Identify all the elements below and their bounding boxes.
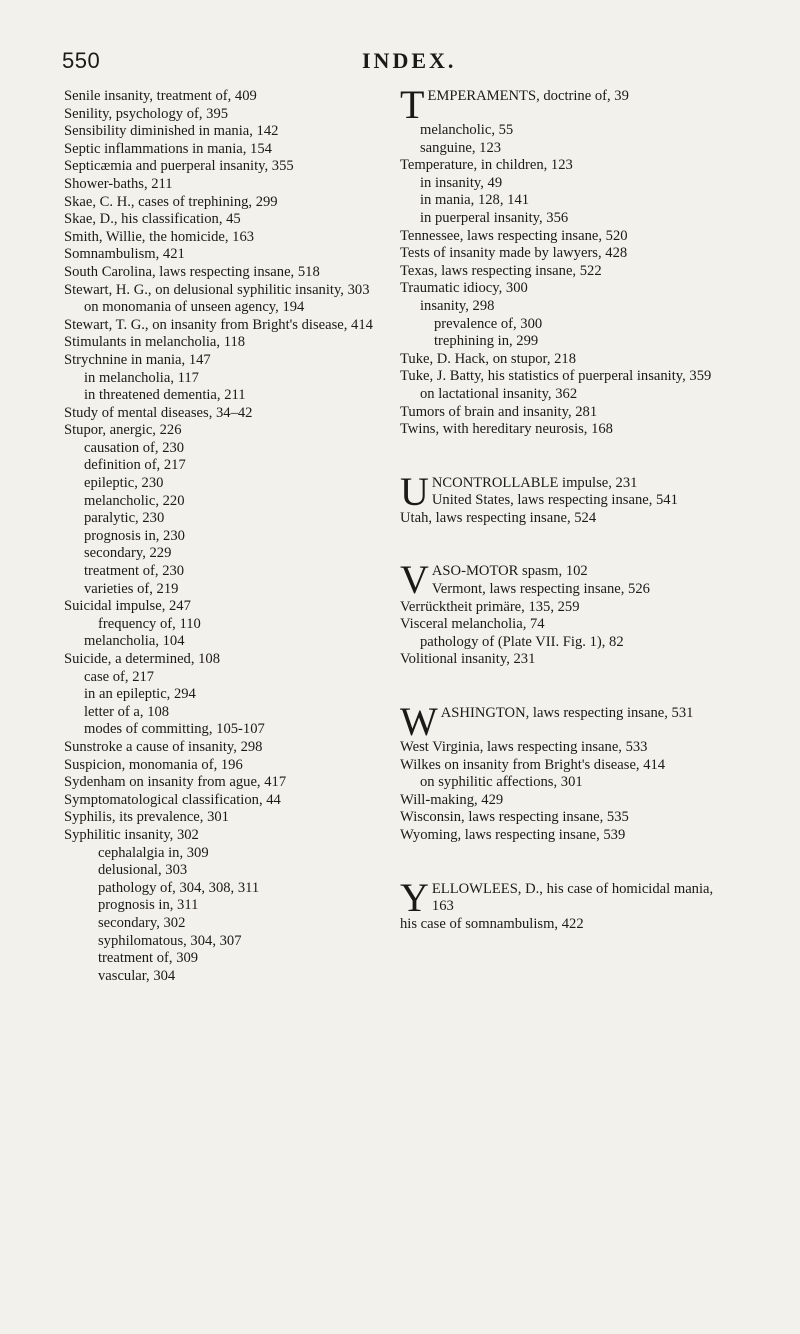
index-entry: Tests of insanity made by lawyers, 428 bbox=[400, 245, 628, 262]
index-entry: EMPERAMENTS, doctrine of, 39 bbox=[427, 88, 629, 104]
index-entry: Sunstroke a cause of insanity, 298 bbox=[64, 738, 263, 755]
index-entry: prognosis in, 230 bbox=[84, 527, 185, 544]
index-entry: Suicidal impulse, 247 bbox=[64, 598, 191, 615]
index-column-right bbox=[400, 88, 738, 969]
index-entry: Tumors of brain and insanity, 281 bbox=[400, 403, 598, 420]
index-entry: Texas, laws respecting insane, 522 bbox=[400, 262, 602, 279]
drop-cap-letter: Y bbox=[400, 880, 429, 916]
index-entry: treatment of, 309 bbox=[98, 950, 199, 967]
index-entry: Syphilis, its prevalence, 301 bbox=[64, 809, 229, 826]
index-entry: Senility, psychology of, 395 bbox=[64, 105, 229, 122]
index-entry: treatment of, 230 bbox=[84, 563, 185, 580]
index-entry: Sensibility diminished in mania, 142 bbox=[64, 123, 279, 140]
index-entry: Shower-baths, 211 bbox=[64, 175, 173, 192]
index-entry: Strychnine in mania, 147 bbox=[64, 351, 211, 368]
index-entry: Senile insanity, treatment of, 409 bbox=[64, 88, 257, 104]
section-lead bbox=[400, 705, 738, 739]
index-entry: on lactational insanity, 362 bbox=[420, 385, 578, 402]
letter-section bbox=[400, 705, 738, 845]
index-entry: ELLOWLEES, D., his case of homicidal mania, 163 bbox=[431, 880, 714, 915]
index-entry: on syphilitic affections, 301 bbox=[420, 774, 583, 791]
letter-section bbox=[400, 475, 738, 528]
index-entry: trephining in, 299 bbox=[434, 333, 539, 350]
index-entry: South Carolina, laws respecting insane, 518 bbox=[64, 263, 320, 280]
index-entry: in melancholia, 117 bbox=[84, 369, 199, 386]
index-entry: Sydenham on insanity from ague, 417 bbox=[64, 774, 287, 791]
index-entry: pathology of (Plate VII. Fig. 1), 82 bbox=[420, 633, 624, 650]
index-entry: Will-making, 429 bbox=[400, 791, 504, 808]
index-entry: ASHINGTON, laws respecting insane, 531 bbox=[440, 705, 694, 722]
index-entry: Volitional insanity, 231 bbox=[400, 651, 536, 668]
index-entry: modes of committing, 105-107 bbox=[84, 721, 265, 738]
index-entry: Tuke, D. Hack, on stupor, 218 bbox=[400, 350, 577, 367]
index-entry: letter of a, 108 bbox=[84, 703, 170, 720]
index-entry: Utah, laws respecting insane, 524 bbox=[400, 509, 597, 526]
index-entry: in insanity, 49 bbox=[420, 174, 503, 191]
index-entry: Symptomatological classification, 44 bbox=[64, 791, 281, 808]
index-entry: Wisconsin, laws respecting insane, 535 bbox=[400, 809, 629, 826]
index-entry: secondary, 229 bbox=[84, 545, 172, 562]
index-entry: Septicæmia and puerperal insanity, 355 bbox=[64, 158, 294, 175]
index-entry: Syphilitic insanity, 302 bbox=[64, 826, 199, 843]
index-entry: Study of mental diseases, 34–42 bbox=[64, 404, 253, 421]
index-entry: Stewart, H. G., on delusional syphilitic insanity, 303 bbox=[64, 281, 370, 298]
index-entry: Septic inflammations in mania, 154 bbox=[64, 140, 272, 157]
index-entry: causation of, 230 bbox=[84, 439, 185, 456]
section-lead bbox=[400, 881, 738, 916]
index-entry: sanguine, 123 bbox=[420, 139, 502, 156]
index-entry: NCONTROLLABLE impulse, 231 bbox=[431, 474, 638, 491]
index-entry: paralytic, 230 bbox=[84, 510, 165, 527]
index-entry: secondary, 302 bbox=[98, 914, 186, 931]
index-entry: definition of, 217 bbox=[84, 457, 186, 474]
index-entry: melancholia, 104 bbox=[84, 633, 185, 650]
index-entry: Wyoming, laws respecting insane, 539 bbox=[400, 827, 626, 843]
section-lead bbox=[400, 563, 738, 598]
index-entry: case of, 217 bbox=[84, 668, 155, 685]
index-entry: Temperature, in children, 123 bbox=[400, 157, 573, 174]
index-entry: in mania, 128, 141 bbox=[420, 192, 530, 209]
index-entry: Verrücktheit primäre, 135, 259 bbox=[400, 598, 580, 615]
index-entry: melancholic, 220 bbox=[84, 492, 185, 509]
index-entry: pathology of, 304, 308, 311 bbox=[98, 879, 260, 896]
index-entry: Stimulants in melancholia, 118 bbox=[64, 334, 246, 351]
drop-cap-letter: T bbox=[400, 88, 425, 122]
drop-cap-letter: V bbox=[400, 563, 429, 599]
index-entry: in puerperal insanity, 356 bbox=[420, 209, 569, 226]
index-entry: West Virginia, laws respecting insane, 533 bbox=[400, 739, 648, 756]
letter-section bbox=[400, 88, 738, 439]
index-entry: delusional, 303 bbox=[98, 862, 188, 879]
index-entry: varieties of, 219 bbox=[84, 580, 179, 597]
index-entry: Wilkes on insanity from Bright's disease, 414 bbox=[400, 756, 666, 773]
index-entry: cephalalgia in, 309 bbox=[98, 844, 209, 861]
index-entry: on monomania of unseen agency, 194 bbox=[84, 299, 305, 316]
drop-cap-letter: U bbox=[400, 474, 429, 510]
index-entry: Twins, with hereditary neurosis, 168 bbox=[400, 421, 613, 438]
index-entry: epileptic, 230 bbox=[84, 475, 164, 492]
drop-cap-letter: W bbox=[400, 705, 438, 740]
index-entry: vascular, 304 bbox=[98, 967, 176, 984]
index-entry: in an epileptic, 294 bbox=[84, 686, 196, 703]
index-entry: Skae, C. H., cases of trephining, 299 bbox=[64, 193, 278, 210]
section-lead bbox=[400, 475, 738, 510]
index-entry: Traumatic idiocy, 300 bbox=[400, 280, 528, 297]
letter-section bbox=[400, 563, 738, 669]
index-entry: Suspicion, monomania of, 196 bbox=[64, 756, 243, 773]
index-entry: frequency of, 110 bbox=[98, 615, 201, 632]
page-number: 550 bbox=[62, 48, 101, 73]
letter-section bbox=[400, 881, 738, 934]
index-entry: Suicide, a determined, 108 bbox=[64, 651, 221, 667]
index-entry: Vermont, laws respecting insane, 526 bbox=[431, 581, 650, 598]
page-header bbox=[62, 48, 740, 76]
index-entry: prevalence of, 300 bbox=[434, 315, 543, 332]
index-entry: Stewart, T. G., on insanity from Bright's disease, 414 bbox=[64, 316, 373, 333]
index-entry: insanity, 298 bbox=[420, 297, 495, 314]
index-entry: Smith, Willie, the homicide, 163 bbox=[64, 228, 255, 245]
running-head: INDEX. bbox=[362, 48, 457, 73]
index-entry: prognosis in, 311 bbox=[98, 897, 199, 914]
index-entry: Stupor, anergic, 226 bbox=[64, 422, 182, 439]
section-lead bbox=[400, 88, 738, 122]
index-entry: Somnambulism, 421 bbox=[64, 246, 185, 263]
index-entry: Visceral melancholia, 74 bbox=[400, 616, 545, 633]
index-entry: melancholic, 55 bbox=[420, 122, 514, 138]
index-entry: Tuke, J. Batty, his statistics of puerperal insanity, 359 bbox=[400, 368, 712, 385]
index-entry: his case of somnambulism, 422 bbox=[400, 915, 584, 932]
index-entry: ASO-MOTOR spasm, 102 bbox=[431, 563, 588, 580]
index-entry: Tennessee, laws respecting insane, 520 bbox=[400, 227, 628, 244]
index-column-left bbox=[64, 88, 396, 985]
index-entry: Skae, D., his classification, 45 bbox=[64, 211, 241, 228]
index-entry: in threatened dementia, 211 bbox=[84, 387, 246, 404]
index-entry: syphilomatous, 304, 307 bbox=[98, 932, 242, 949]
index-entry: United States, laws respecting insane, 541 bbox=[431, 492, 678, 509]
